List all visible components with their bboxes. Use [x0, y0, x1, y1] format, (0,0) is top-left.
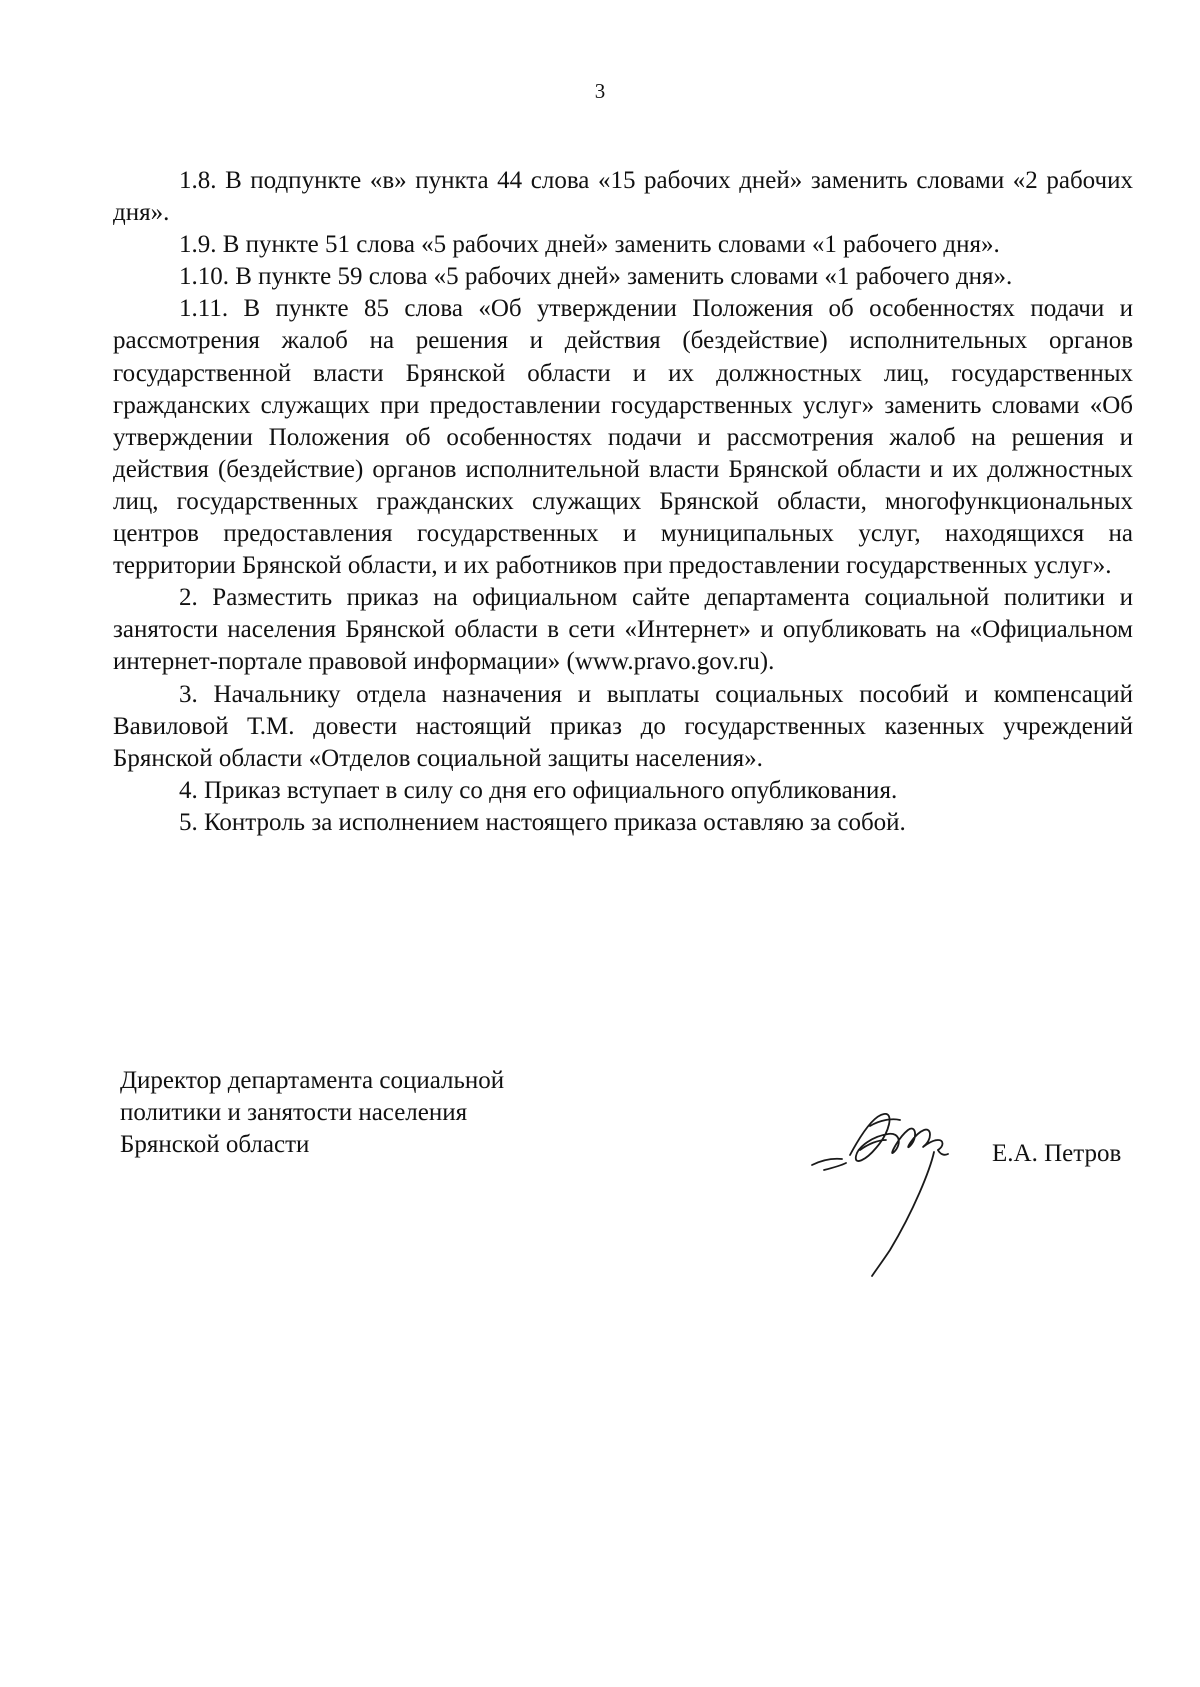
- paragraph-1-10: 1.10. В пункте 59 слова «5 рабочих дней» заменить словами «1 рабочего дня».: [179, 263, 1013, 291]
- paragraph-1-11: 1.11. В пункте 85 слова «Об утверждении Положения об особенностях подачи и рассмотрения жалоб на решения и действия (бездействие) исполнительных органов государственной власти Брянской области и их должностных лиц, государственных гражданских служащих при предоставлении государственных услуг» заменить словами «Об утверждении Положения об особенностях подачи и рассмотрения жалоб на решения и действия (бездействие) органов исполнительной власти Брянской области и их должностных лиц, государственных гражданских служащих Брянской области, многофункциональных центров предоставления государственных и муниципальных услуг, находящихся на территории Брянской области, и их работников при предоставлении государственных услуг».: [113, 295, 1133, 580]
- paragraph-1-8: 1.8. В подпункте «в» пункта 44 слова «15 рабочих дней» заменить словами «2 рабочих дня».: [113, 167, 1133, 227]
- paragraph-5: 5. Контроль за исполнением настоящего приказа оставляю за собой.: [179, 808, 906, 836]
- paragraph-2: 2. Разместить приказ на официальном сайте департамента социальной политики и занятости населения Брянской области в сети «Интернет» и опубликовать на «Официальном интернет-портале правовой информации» (www.pravo.gov.ru).: [113, 584, 1133, 676]
- paragraph-4: 4. Приказ вступает в силу со дня его официального опубликования.: [179, 776, 898, 804]
- document-body: [113, 165, 1133, 839]
- signatory-position-line: Директор департамента социальной: [120, 1067, 505, 1094]
- signer-name: Е.А. Петров: [992, 1140, 1122, 1167]
- handwritten-signature: [810, 1100, 990, 1280]
- signatory-position-line: Брянской области: [120, 1131, 310, 1158]
- page-number: 3: [594, 79, 606, 103]
- paragraph-3: 3. Начальнику отдела назначения и выплаты социальных пособий и компенсаций Вавиловой Т.М. довести настоящий приказ до государственных казенных учреждений Брянской области «Отделов социальной защиты населения».: [113, 680, 1133, 772]
- paragraph-1-9: 1.9. В пункте 51 слова «5 рабочих дней» заменить словами «1 рабочего дня».: [179, 231, 1000, 259]
- signatory-position-line: политики и занятости населения: [120, 1099, 468, 1126]
- signatory-position: [120, 1065, 504, 1161]
